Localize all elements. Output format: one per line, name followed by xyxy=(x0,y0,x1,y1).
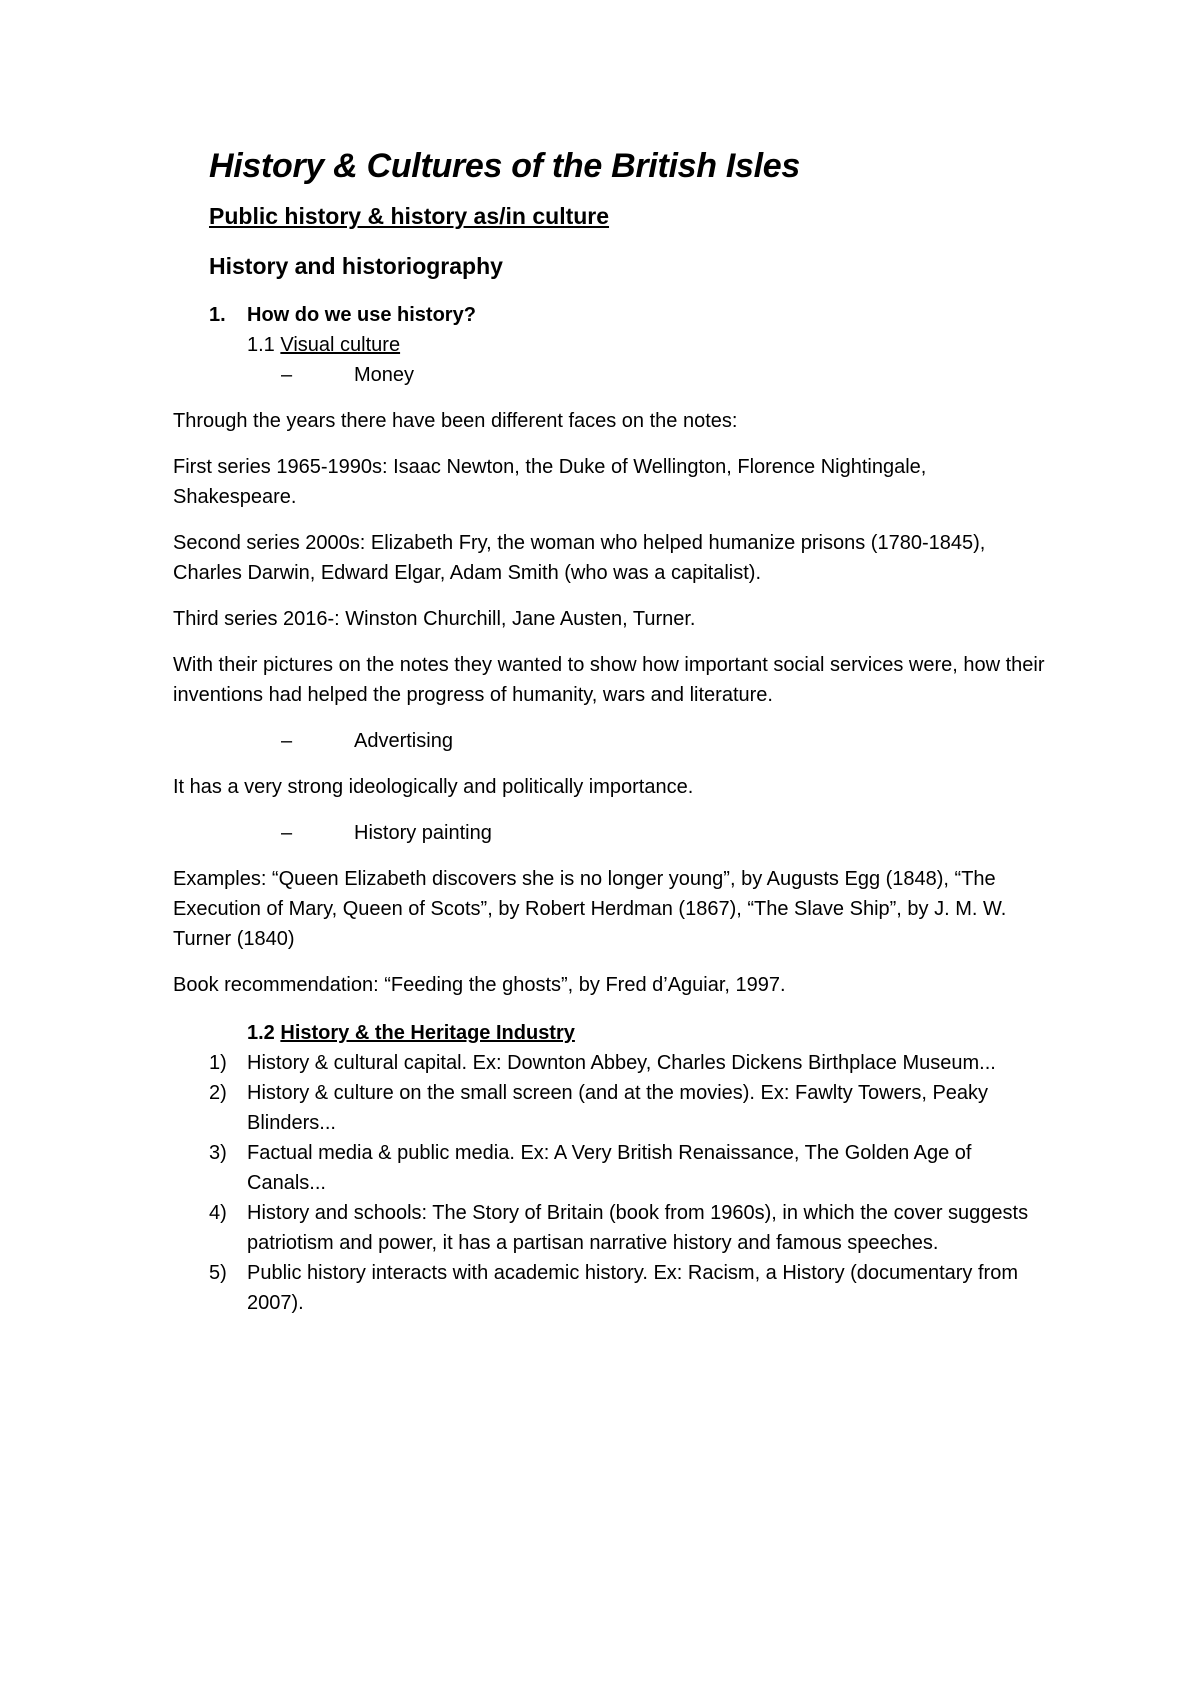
subsection-1-1-heading xyxy=(247,330,1053,360)
list-item-text: History and schools: The Story of Britain (book from 1960s), in which the cover suggests patriotism and power, it has a partisan narrative history and famous speeches. xyxy=(247,1202,1029,1254)
list-item-text: History & culture on the small screen (and at the movies). Ex: Fawlty Towers, Peaky Blinders... xyxy=(247,1082,989,1134)
paragraph-second-series: Second series 2000s: Elizabeth Fry, the woman who helped humanize prisons (1780-1845), Charles Darwin, Edward Elgar, Adam Smith (who was a capitalist). xyxy=(173,532,986,584)
document-subtitle: Public history & history as/in culture xyxy=(209,203,610,229)
bullet-money-text: Money xyxy=(354,364,415,386)
list-item-text: History & cultural capital. Ex: Downton Abbey, Charles Dickens Birthplace Museum... xyxy=(247,1052,996,1074)
document-title: History & Cultures of the British Isles xyxy=(209,147,800,185)
list-item xyxy=(209,1258,1053,1318)
bullet-advertising xyxy=(281,726,1053,756)
paragraph-pictures: With their pictures on the notes they wanted to show how important social services were, how their inventions had helped the progress of humanity, wars and literature. xyxy=(173,654,1045,706)
section-heading: History and historiography xyxy=(209,253,503,279)
section-1-heading xyxy=(209,300,1053,330)
list-marker: 2) xyxy=(209,1082,227,1104)
heritage-list xyxy=(173,1048,1053,1318)
subsection-1-1-title: Visual culture xyxy=(280,334,401,356)
subsection-1-2-heading xyxy=(247,1018,1053,1048)
paragraph-examples: Examples: “Queen Elizabeth discovers she is no longer young”, by Augusts Egg (1848), “The Execution of Mary, Queen of Scots”, by Robert Herdman (1867), “The Slave Ship”, by J. M. W. Turner (1840) xyxy=(173,868,1007,950)
list-marker: 3) xyxy=(209,1142,227,1164)
list-item xyxy=(209,1048,1053,1078)
paragraph-book: Book recommendation: “Feeding the ghosts”, by Fred d’Aguiar, 1997. xyxy=(173,974,786,996)
dash-bullet: – xyxy=(281,822,293,844)
list-marker: 1) xyxy=(209,1052,227,1074)
dash-bullet: – xyxy=(281,364,293,386)
list-item-text: Factual media & public media. Ex: A Very British Renaissance, The Golden Age of Canals... xyxy=(247,1142,972,1194)
list-marker: 5) xyxy=(209,1262,227,1284)
paragraph-ideology: It has a very strong ideologically and politically importance. xyxy=(173,776,694,798)
list-item xyxy=(209,1138,1053,1198)
subsection-1-2-number: 1.2 xyxy=(247,1022,275,1044)
list-item xyxy=(209,1198,1053,1258)
section-1-number: 1. xyxy=(209,304,226,326)
list-item xyxy=(209,1078,1053,1138)
bullet-history-painting-text: History painting xyxy=(354,822,492,844)
dash-bullet: – xyxy=(281,730,293,752)
bullet-advertising-text: Advertising xyxy=(354,730,453,752)
paragraph-first-series: First series 1965-1990s: Isaac Newton, the Duke of Wellington, Florence Nightingale, Shakespeare. xyxy=(173,456,927,508)
paragraph-third-series: Third series 2016-: Winston Churchill, Jane Austen, Turner. xyxy=(173,608,696,630)
subsection-1-2-title: History & the Heritage Industry xyxy=(280,1022,575,1044)
bullet-history-painting xyxy=(281,818,1053,848)
document-body xyxy=(173,146,1053,1318)
section-1-title: How do we use history? xyxy=(247,304,476,326)
list-marker: 4) xyxy=(209,1202,227,1224)
subsection-1-1-number: 1.1 xyxy=(247,334,275,356)
paragraph-years: Through the years there have been different faces on the notes: xyxy=(173,410,738,432)
bullet-money xyxy=(281,360,1053,390)
list-item-text: Public history interacts with academic history. Ex: Racism, a History (documentary from 2007). xyxy=(247,1262,1018,1314)
